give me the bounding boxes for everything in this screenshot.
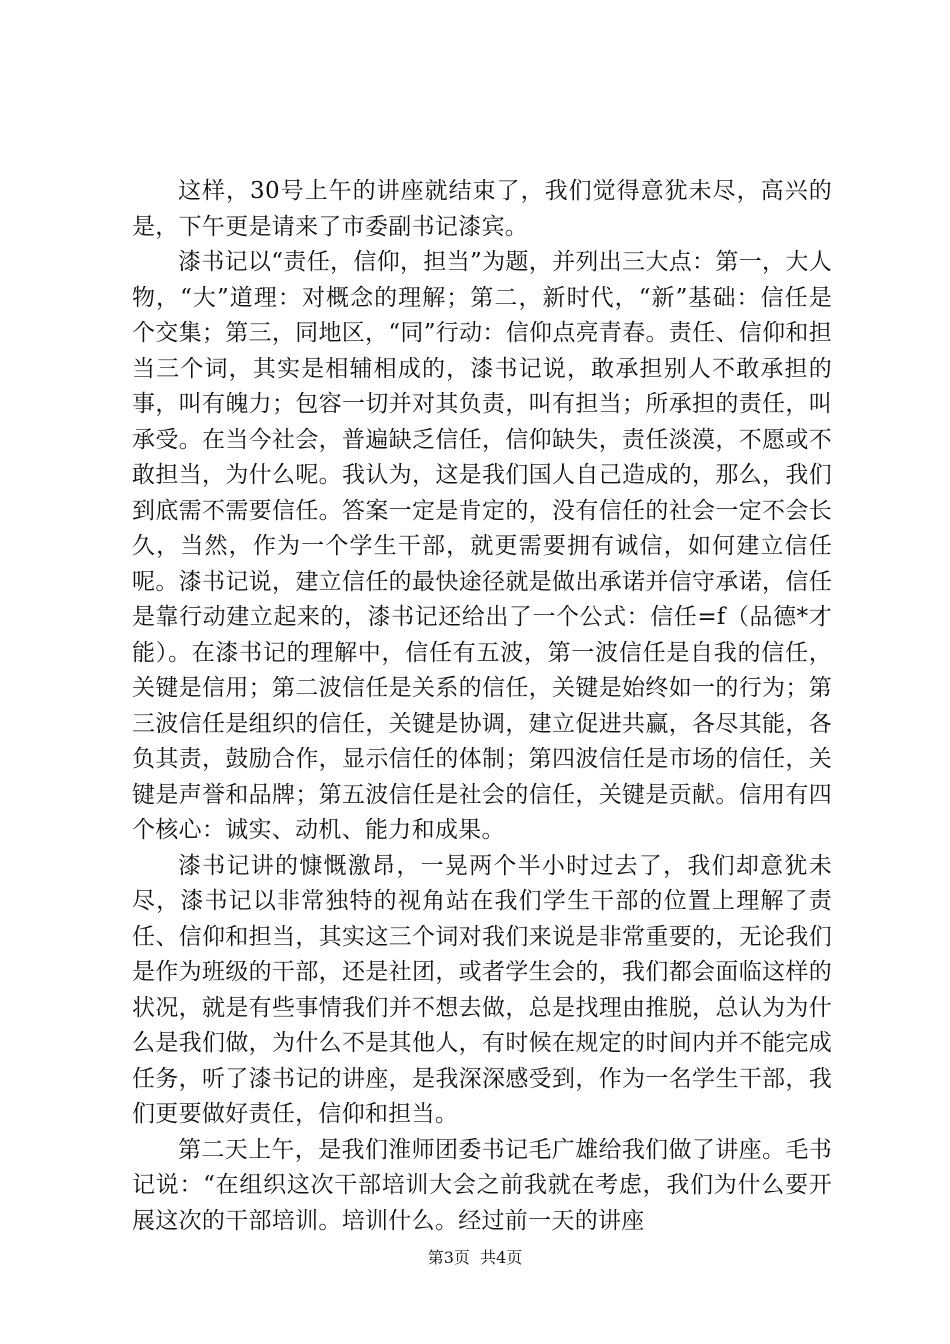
- paragraph-4: 第二天上午，是我们淮师团委书记毛广雄给我们做了讲座。毛书记说：“在组织这次干部培训大会之前我就在考虑，我们为什么要开展这次的干部培训。培训什么。经过前一天的讲座: [132, 1136, 832, 1234]
- paragraph-3: 漆书记讲的慷慨激昂，一晃两个半小时过去了，我们却意犹未尽，漆书记以非常独特的视角站在我们学生干部的位置上理解了责任、信仰和担当，其实这三个词对我们来说是非常重要的，无论我们是作为班级的干部，还是社团，或者学生会的，我们都会面临这样的状况，就是有些事情我们并不想去做，总是找理由推脱，总认为为什么是我们做，为什么不是其他人，有时候在规定的时间内并不能完成任务，听了漆书记的讲座，是我深深感受到，作为一名学生干部，我们更要做好责任，信仰和担当。: [132, 852, 832, 1127]
- page-footer: [0, 1245, 950, 1268]
- page-number-label: 第3页 共4页: [427, 1248, 523, 1267]
- document-body: [132, 174, 832, 1239]
- paragraph-1: 这样，30号上午的讲座就结束了，我们觉得意犹未尽，高兴的是，下午更是请来了市委副书记漆宾。: [132, 178, 832, 240]
- paragraph-2: 漆书记以“责任，信仰，担当”为题，并列出三大点：第一，大人物，“大”道理：对概念的理解；第二，新时代，“新”基础：信任是个交集；第三，同地区，“同”行动：信仰点亮青春。责任、信仰和担当三个词，其实是相辅相成的，漆书记说，敢承担别人不敢承担的事，叫有魄力；包容一切并对其负责，叫有担当；所承担的责任，叫承受。在当今社会，普遍缺乏信任，信仰缺失，责任淡漠，不愿或不敢担当，为什么呢。我认为，这是我们国人自己造成的，那么，我们到底需不需要信任。答案一定是肯定的，没有信任的社会一定不会长久，当然，作为一个学生干部，就更需要拥有诚信，如何建立信任呢。漆书记说，建立信任的最快途径就是做出承诺并信守承诺，信任是靠行动建立起来的，漆书记还给出了一个公式：信任=f（品德*才能）。在漆书记的理解中，信任有五波，第一波信任是自我的信任，关键是信用；第二波信任是关系的信任，关键是始终如一的行为；第三波信任是组织的信任，关键是协调，建立促进共赢，各尽其能，各负其责，鼓励合作，显示信任的体制；第四波信任是市场的信任，关键是声誉和品牌；第五波信任是社会的信任，关键是贡献。信用有四个核心：诚实、动机、能力和成果。: [132, 249, 832, 843]
